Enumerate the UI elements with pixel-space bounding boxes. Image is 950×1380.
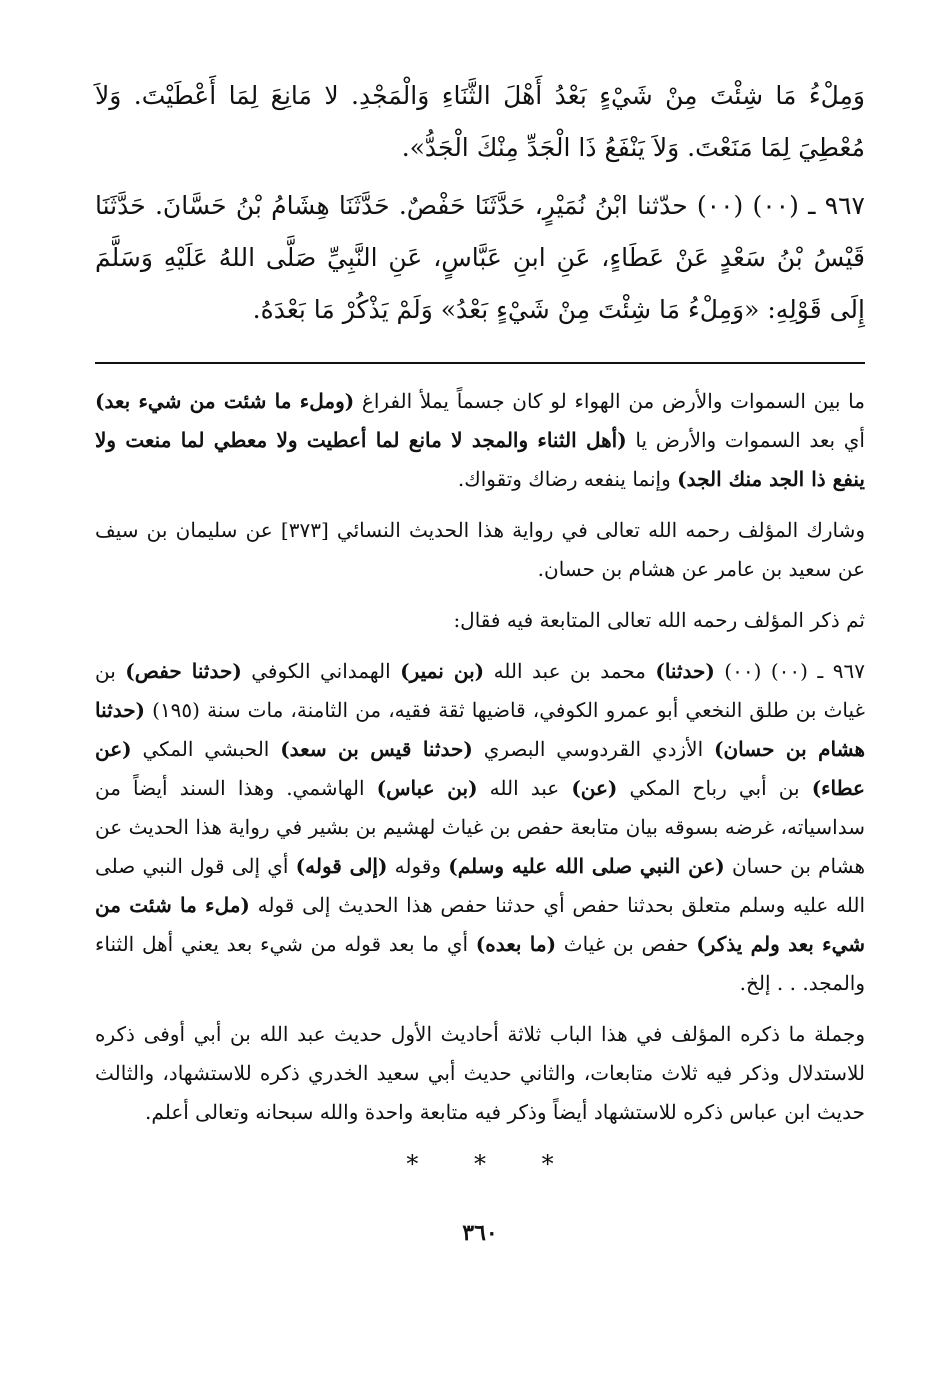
- plain-text: ما بين السموات والأرض من الهواء لو كان جسماً يملأ الفراغ: [354, 389, 865, 413]
- quoted-matn: (عن النبي صلى الله عليه وسلم): [448, 854, 725, 878]
- page-number: ٣٦٠: [462, 1220, 498, 1246]
- footnote-divider: [95, 362, 865, 364]
- quoted-matn: (عن): [571, 776, 618, 800]
- book-page: [95, 70, 865, 1246]
- plain-text: أي بعد السموات والأرض يا: [626, 428, 865, 452]
- quoted-matn: (وملء ما شئت من شيء بعد): [95, 389, 355, 413]
- quoted-matn: (بن عباس): [376, 776, 478, 800]
- plain-text: بن أبي رباح المكي: [617, 776, 812, 800]
- plain-text: محمد بن عبد الله: [484, 659, 656, 683]
- commentary-paragraph-4: [95, 652, 865, 1003]
- plain-text: وقوله: [387, 854, 449, 878]
- plain-text: أي ما بعد قوله من شيء بعد يعني أهل الثناء والمجد. . . إلخ.: [95, 932, 865, 995]
- plain-text: الأزدي القردوسي البصري: [472, 737, 714, 761]
- quoted-matn: (حدثنا هشام بن حسان): [95, 698, 866, 761]
- commentary-paragraph-1: [95, 382, 865, 499]
- plain-text: بن غياث بن طلق النخعي أبو عمرو الكوفي، قاضيها ثقة فقيه، من الثامنة، مات سنة (١٩٥): [95, 659, 866, 722]
- plain-text: وإنما ينفعه رضاك وتقواك.: [457, 467, 678, 491]
- plain-text: عبد الله: [477, 776, 572, 800]
- plain-text: الهمداني الكوفي: [241, 659, 401, 683]
- hadith-continuation: وَمِلْءُ مَا شِئْتَ مِنْ شَيْءٍ بَعْدُ أَهْلَ الثَّنَاءِ وَالْمَجْدِ. لا مَانِعَ لِمَا أَعْطَيْتَ. وَلاَ مُعْطِيَ لِمَا مَنَعْتَ. وَلاَ يَنْفَعُ ذَا الْجَدِّ مِنْكَ الْجَدُّ».: [95, 81, 865, 162]
- plain-text: ٩٦٧ ـ (٠٠) (٠٠): [714, 659, 865, 683]
- section-separator-stars: * * *: [406, 1150, 578, 1178]
- quoted-matn: (بن نمير): [400, 659, 485, 683]
- quoted-matn: (إلى قوله): [295, 854, 388, 878]
- quoted-matn: (حدثنا): [655, 659, 715, 683]
- quoted-matn: (ما بعده): [475, 932, 557, 956]
- quoted-matn: (حدثنا قيس بن سعد): [280, 737, 473, 761]
- commentary-paragraph-5: وجملة ما ذكره المؤلف في هذا الباب ثلاثة أحاديث الأول حديث عبد الله بن أبي أوفى ذكره للاستدلال وذكر فيه ثلاث متابعات، والثاني حديث أبي سعيد الخدري ذكره للاستشهاد، والثالث حديث ابن عباس ذكره للاستشهاد أيضاً وذكر فيه متابعة واحدة والله سبحانه وتعالى أعلم.: [95, 1022, 865, 1124]
- plain-text: حفص بن غياث: [556, 932, 697, 956]
- quoted-matn: (أهل الثناء والمجد لا مانع لما أعطيت ولا معطي لما منعت ولا ينفع ذا الجد منك الجد): [95, 428, 865, 491]
- plain-text: أي إلى قول النبي صلى الله عليه وسلم متعلق بحدثنا حفص أي حدثنا حفص هذا الحديث إلى قوله: [95, 854, 865, 917]
- quoted-matn: (ملء ما شئت من شيء بعد ولم يذكر): [95, 893, 865, 956]
- quoted-matn: (عن عطاء): [95, 737, 865, 800]
- commentary-paragraph-3: ثم ذكر المؤلف رحمه الله تعالى المتابعة فيه فقال:: [453, 608, 865, 632]
- plain-text: الهاشمي. وهذا السند أيضاً من سداسياته، غرضه بسوقه بيان متابعة حفص بن غياث لهشيم بن بشير في رواية هذا الحديث عن هشام بن حسان: [95, 776, 866, 878]
- commentary-paragraph-2: وشارك المؤلف رحمه الله تعالى في رواية هذا الحديث النسائي [٣٧٣] عن سليمان بن سيف عن سعيد بن عامر عن هشام بن حسان.: [95, 518, 866, 581]
- hadith-967: ٩٦٧ ـ (٠٠) (٠٠) حدّثنا ابْنُ نُمَيْرٍ، حَدَّثَنَا حَفْصٌ. حَدَّثَنَا هِشَامُ بْنُ حَسَّانَ. حَدَّثَنَا قَيْسُ بْنُ سَعْدٍ عَنْ عَطَاءٍ، عَنِ ابنِ عَبَّاسٍ، عَنِ النَّبِيِّ صَلَّى اللهُ عَلَيْهِ وَسَلَّمَ إِلَى قَوْلِهِ: «وَمِلْءُ مَا شِئْتَ مِنْ شَيْءٍ بَعْدُ» وَلَمْ يَذْكُرْ مَا بَعْدَهُ.: [95, 191, 865, 324]
- quoted-matn: (حدثنا حفص): [125, 659, 242, 683]
- plain-text: الحبشي المكي: [131, 737, 281, 761]
